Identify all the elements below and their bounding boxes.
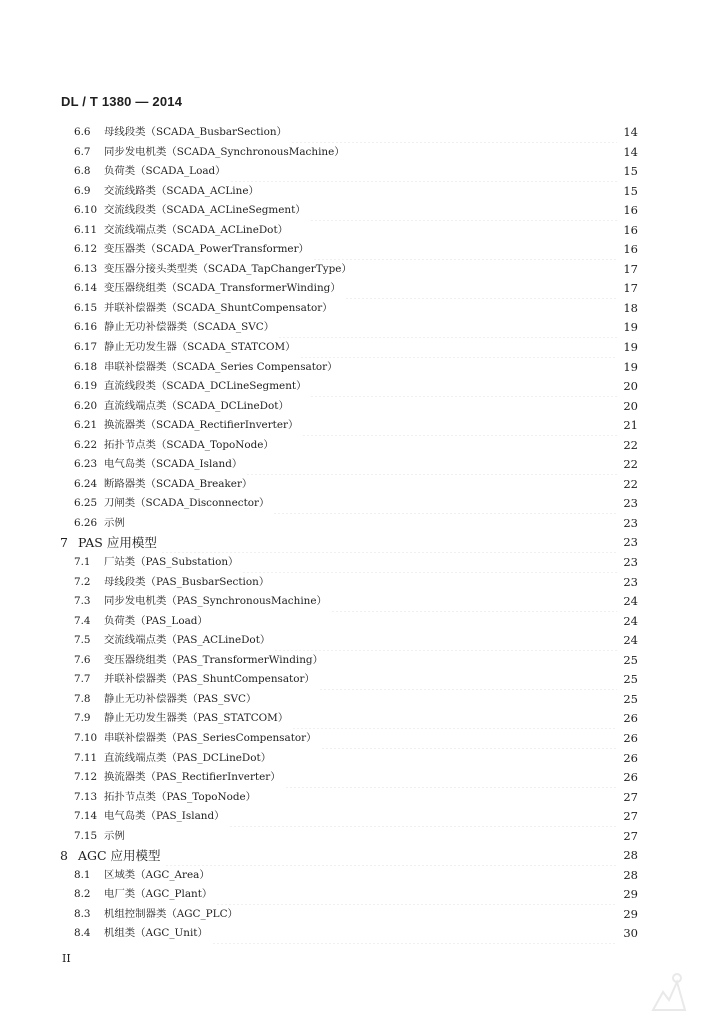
toc-entry[interactable] bbox=[60, 279, 638, 299]
dot-leader bbox=[263, 182, 617, 202]
toc-entry-title: 拓扑节点类（PAS_TopoNode） bbox=[104, 790, 257, 803]
dot-leader bbox=[293, 397, 617, 417]
toc-entry[interactable] bbox=[60, 397, 638, 417]
toc-entry-page: 28 bbox=[623, 848, 638, 863]
toc-entry-number: 7 bbox=[60, 535, 68, 551]
toc-entry-title: 变压器类（SCADA_PowerTransformer） bbox=[104, 243, 309, 256]
toc-entry-page: 27 bbox=[623, 809, 638, 824]
toc-entry-title: 直流线端点类（PAS_DCLineDot） bbox=[104, 751, 272, 764]
toc-entry-number: 6.8 bbox=[74, 165, 91, 178]
toc-entry-number: 6.26 bbox=[74, 516, 98, 529]
toc-entry-title: 静止无功发生器（SCADA_STATCOM） bbox=[104, 341, 296, 354]
table-of-contents bbox=[60, 123, 638, 944]
toc-entry-title: 直流线段类（SCADA_DCLineSegment） bbox=[104, 380, 307, 393]
dot-leader bbox=[331, 592, 617, 612]
toc-entry[interactable] bbox=[60, 924, 638, 944]
toc-entry-title: 母线段类（SCADA_BusbarSection） bbox=[104, 126, 287, 138]
toc-entry[interactable] bbox=[60, 201, 638, 221]
toc-chapter-entry[interactable] bbox=[60, 846, 638, 866]
toc-entry[interactable] bbox=[60, 358, 638, 378]
toc-entry-number: 8.4 bbox=[74, 927, 91, 940]
toc-entry[interactable] bbox=[60, 455, 638, 475]
dot-leader bbox=[349, 143, 617, 163]
dot-leader bbox=[129, 514, 617, 534]
toc-entry-title: 变压器分接头类型类（SCADA_TapChangerType） bbox=[104, 262, 352, 275]
toc-entry-title: 负荷类（PAS_Load） bbox=[104, 614, 208, 627]
dot-leader bbox=[292, 709, 617, 729]
toc-entry-page: 17 bbox=[623, 261, 638, 276]
toc-entry[interactable] bbox=[60, 827, 638, 847]
toc-entry-page: 20 bbox=[623, 379, 638, 394]
toc-entry-page: 18 bbox=[623, 300, 638, 315]
toc-entry-title: PAS 应用模型 bbox=[78, 535, 157, 551]
toc-entry-title: 电厂类（AGC_Plant） bbox=[104, 888, 213, 901]
dot-leader bbox=[246, 455, 617, 475]
toc-entry-page: 15 bbox=[623, 164, 638, 179]
toc-entry-title: AGC 应用模型 bbox=[78, 848, 161, 864]
dot-leader bbox=[260, 788, 617, 808]
toc-entry-number: 7.7 bbox=[74, 673, 91, 686]
toc-entry-page: 23 bbox=[623, 496, 638, 511]
dot-leader bbox=[274, 631, 617, 651]
dot-leader bbox=[230, 162, 617, 182]
toc-entry-number: 7.12 bbox=[74, 771, 98, 784]
toc-entry-title: 刀闸类（SCADA_Disconnector） bbox=[104, 497, 270, 510]
toc-entry-page: 29 bbox=[623, 906, 638, 921]
toc-entry-number: 7.5 bbox=[74, 634, 91, 647]
toc-entry-title: 电气岛类（PAS_Island） bbox=[104, 810, 225, 823]
toc-entry[interactable] bbox=[60, 905, 638, 925]
toc-entry-number: 7.8 bbox=[74, 692, 91, 705]
toc-entry-title: 静止无功发生器类（PAS_STATCOM） bbox=[104, 712, 289, 725]
toc-entry-title: 断路器类（SCADA_Breaker） bbox=[104, 477, 253, 490]
toc-entry[interactable] bbox=[60, 592, 638, 612]
toc-entry[interactable] bbox=[60, 709, 638, 729]
toc-entry[interactable] bbox=[60, 162, 638, 182]
toc-entry-title: 变压器绕组类（SCADA_TransformerWinding） bbox=[104, 282, 341, 295]
dot-leader bbox=[310, 201, 617, 221]
toc-entry-title: 交流线路类（SCADA_ACLine） bbox=[104, 184, 259, 197]
toc-entry-page: 16 bbox=[623, 203, 638, 218]
toc-entry-number: 6.14 bbox=[74, 282, 98, 295]
toc-entry[interactable] bbox=[60, 221, 638, 241]
toc-entry-title: 厂站类（PAS_Substation） bbox=[104, 556, 239, 569]
dot-leader bbox=[212, 612, 617, 632]
toc-entry-title: 机组类（AGC_Unit） bbox=[104, 927, 208, 940]
toc-entry[interactable] bbox=[60, 651, 638, 671]
toc-entry-page: 22 bbox=[623, 437, 638, 452]
dot-leader bbox=[260, 690, 617, 710]
toc-entry-title: 示例 bbox=[104, 829, 125, 842]
dot-leader bbox=[345, 279, 617, 299]
toc-entry[interactable] bbox=[60, 436, 638, 456]
toc-entry-number: 7.9 bbox=[74, 712, 91, 725]
dot-leader bbox=[310, 377, 617, 397]
toc-entry[interactable] bbox=[60, 377, 638, 397]
watermark-stamp-icon bbox=[649, 970, 689, 1014]
toc-entry-number: 6.21 bbox=[74, 419, 98, 432]
dot-leader bbox=[278, 318, 617, 338]
dot-leader bbox=[319, 670, 617, 690]
toc-entry-number: 6.15 bbox=[74, 301, 98, 314]
dot-leader bbox=[273, 494, 617, 514]
toc-entry[interactable] bbox=[60, 260, 638, 280]
toc-entry-page: 24 bbox=[623, 594, 638, 609]
toc-entry-page: 24 bbox=[623, 613, 638, 628]
dot-leader bbox=[278, 436, 617, 456]
toc-entry[interactable] bbox=[60, 788, 638, 808]
toc-entry-title: 示例 bbox=[104, 516, 125, 529]
toc-entry[interactable] bbox=[60, 729, 638, 749]
toc-entry-number: 6.10 bbox=[74, 204, 98, 217]
toc-entry-page: 25 bbox=[623, 652, 638, 667]
toc-entry-page: 30 bbox=[623, 926, 638, 941]
toc-entry-number: 6.18 bbox=[74, 360, 98, 373]
toc-entry[interactable] bbox=[60, 299, 638, 319]
page-number: II bbox=[62, 952, 71, 965]
dot-leader bbox=[165, 846, 617, 866]
toc-entry-title: 静止无功补偿器类（PAS_SVC） bbox=[104, 692, 257, 705]
toc-entry-page: 16 bbox=[623, 222, 638, 237]
dot-leader bbox=[256, 475, 617, 495]
toc-entry-number: 7.1 bbox=[74, 556, 91, 569]
toc-entry-page: 24 bbox=[623, 633, 638, 648]
toc-entry-number: 6.13 bbox=[74, 262, 98, 275]
toc-entry-page: 29 bbox=[623, 887, 638, 902]
toc-entry-number: 7.11 bbox=[74, 751, 98, 764]
toc-entry[interactable] bbox=[60, 866, 638, 886]
toc-entry-title: 静止无功补偿器类（SCADA_SVC） bbox=[104, 321, 275, 334]
toc-entry[interactable] bbox=[60, 143, 638, 163]
toc-entry-title: 串联补偿器类（PAS_SeriesCompensator） bbox=[104, 731, 317, 744]
toc-entry[interactable] bbox=[60, 338, 638, 358]
dot-leader bbox=[291, 123, 617, 143]
toc-entry-number: 7.6 bbox=[74, 653, 91, 666]
toc-entry-number: 7.4 bbox=[74, 614, 91, 627]
toc-entry-title: 机组控制器类（AGC_PLC） bbox=[104, 907, 238, 920]
toc-entry-number: 6.17 bbox=[74, 341, 98, 354]
toc-entry-number: 8.3 bbox=[74, 907, 91, 920]
toc-entry[interactable] bbox=[60, 807, 638, 827]
toc-entry-title: 交流线端点类（SCADA_ACLineDot） bbox=[104, 223, 289, 236]
toc-entry-number: 6.19 bbox=[74, 380, 98, 393]
dot-leader bbox=[285, 768, 617, 788]
toc-entry[interactable] bbox=[60, 573, 638, 593]
toc-entry-title: 串联补偿器类（SCADA_Series Compensator） bbox=[104, 360, 338, 373]
toc-entry[interactable] bbox=[60, 123, 638, 143]
toc-entry[interactable] bbox=[60, 768, 638, 788]
dot-leader bbox=[129, 827, 617, 847]
dot-leader bbox=[214, 866, 617, 886]
toc-entry-number: 6.23 bbox=[74, 458, 98, 471]
toc-entry[interactable] bbox=[60, 670, 638, 690]
toc-entry-number: 7.15 bbox=[74, 829, 98, 842]
toc-entry-number: 6.6 bbox=[74, 126, 91, 138]
toc-entry-title: 交流线端点类（PAS_ACLineDot） bbox=[104, 634, 271, 647]
toc-entry-page: 23 bbox=[623, 515, 638, 530]
toc-entry-title: 换流器类（PAS_RectifierInverter） bbox=[104, 771, 281, 784]
toc-entry-title: 区域类（AGC_Area） bbox=[104, 868, 210, 881]
toc-entry-page: 25 bbox=[623, 672, 638, 687]
toc-entry[interactable] bbox=[60, 416, 638, 436]
dot-leader bbox=[302, 416, 617, 436]
toc-entry-number: 7.2 bbox=[74, 575, 91, 588]
toc-entry-title: 电气岛类（SCADA_Island） bbox=[104, 458, 243, 471]
toc-entry-page: 28 bbox=[623, 867, 638, 882]
toc-entry-page: 23 bbox=[623, 574, 638, 589]
dot-leader bbox=[212, 924, 617, 944]
toc-entry[interactable] bbox=[60, 612, 638, 632]
toc-entry[interactable] bbox=[60, 749, 638, 769]
dot-leader bbox=[313, 240, 617, 260]
dot-leader bbox=[292, 221, 617, 241]
dot-leader bbox=[337, 299, 617, 319]
dot-leader bbox=[216, 885, 617, 905]
toc-entry-number: 6.16 bbox=[74, 321, 98, 334]
toc-entry[interactable] bbox=[60, 182, 638, 202]
toc-entry[interactable] bbox=[60, 494, 638, 514]
toc-entry-page: 22 bbox=[623, 476, 638, 491]
toc-entry[interactable] bbox=[60, 240, 638, 260]
toc-entry-number: 6.20 bbox=[74, 399, 98, 412]
toc-entry-number: 6.24 bbox=[74, 477, 98, 490]
toc-entry-number: 6.12 bbox=[74, 243, 98, 256]
toc-entry-title: 母线段类（PAS_BusbarSection） bbox=[104, 575, 270, 588]
toc-entry-title: 拓扑节点类（SCADA_TopoNode） bbox=[104, 438, 274, 451]
toc-entry-number: 8 bbox=[60, 848, 68, 864]
toc-entry-title: 变压器绕组类（PAS_TransformerWinding） bbox=[104, 653, 323, 666]
dot-leader bbox=[242, 553, 617, 573]
toc-entry-title: 负荷类（SCADA_Load） bbox=[104, 165, 226, 178]
toc-entry[interactable] bbox=[60, 553, 638, 573]
dot-leader bbox=[342, 358, 617, 378]
toc-entry-page: 23 bbox=[623, 555, 638, 570]
dot-leader bbox=[273, 573, 617, 593]
toc-entry-title: 换流器类（SCADA_RectifierInverter） bbox=[104, 419, 299, 432]
dot-leader bbox=[321, 729, 618, 749]
toc-entry-number: 6.7 bbox=[74, 145, 91, 158]
toc-entry-title: 并联补偿器类（SCADA_ShuntCompensator） bbox=[104, 301, 333, 314]
toc-entry-page: 26 bbox=[623, 711, 638, 726]
dot-leader bbox=[229, 807, 618, 827]
toc-entry[interactable] bbox=[60, 475, 638, 495]
toc-chapter-entry[interactable] bbox=[60, 533, 638, 553]
toc-entry-title: 交流线段类（SCADA_ACLineSegment） bbox=[104, 204, 306, 217]
toc-entry-number: 7.13 bbox=[74, 790, 98, 803]
dot-leader bbox=[300, 338, 617, 358]
toc-entry[interactable] bbox=[60, 318, 638, 338]
dot-leader bbox=[327, 651, 617, 671]
toc-entry-page: 22 bbox=[623, 457, 638, 472]
toc-entry[interactable] bbox=[60, 885, 638, 905]
toc-entry-number: 6.25 bbox=[74, 497, 98, 510]
toc-entry-number: 6.11 bbox=[74, 223, 98, 236]
toc-entry-page: 26 bbox=[623, 770, 638, 785]
toc-entry[interactable] bbox=[60, 514, 638, 534]
dot-leader bbox=[242, 905, 617, 925]
toc-entry-number: 8.1 bbox=[74, 868, 91, 881]
toc-entry-page: 20 bbox=[623, 398, 638, 413]
toc-entry[interactable] bbox=[60, 631, 638, 651]
toc-entry-title: 直流线端点类（SCADA_DCLineDot） bbox=[104, 399, 289, 412]
toc-entry-page: 23 bbox=[623, 535, 638, 550]
toc-entry-page: 16 bbox=[623, 242, 638, 257]
toc-entry-number: 8.2 bbox=[74, 888, 91, 901]
toc-entry-number: 6.9 bbox=[74, 184, 91, 197]
toc-entry-page: 27 bbox=[623, 828, 638, 843]
toc-entry-number: 7.14 bbox=[74, 810, 98, 823]
toc-entry-page: 27 bbox=[623, 789, 638, 804]
toc-entry-title: 并联补偿器类（PAS_ShuntCompensator） bbox=[104, 673, 315, 686]
dot-leader bbox=[275, 749, 617, 769]
toc-entry-page: 14 bbox=[623, 144, 638, 159]
toc-entry-page: 19 bbox=[623, 340, 638, 355]
toc-entry[interactable] bbox=[60, 690, 638, 710]
toc-entry-title: 同步发电机类（SCADA_SynchronousMachine） bbox=[104, 145, 345, 158]
toc-entry-title: 同步发电机类（PAS_SynchronousMachine） bbox=[104, 595, 327, 608]
toc-entry-number: 7.3 bbox=[74, 595, 91, 608]
document-code-header: DL / T 1380 — 2014 bbox=[61, 94, 183, 109]
toc-entry-page: 26 bbox=[623, 730, 638, 745]
toc-entry-page: 14 bbox=[623, 125, 638, 139]
toc-entry-page: 15 bbox=[623, 183, 638, 198]
toc-entry-number: 6.22 bbox=[74, 438, 98, 451]
toc-entry-page: 17 bbox=[623, 281, 638, 296]
toc-entry-page: 19 bbox=[623, 359, 638, 374]
toc-entry-page: 21 bbox=[623, 418, 638, 433]
toc-entry-page: 19 bbox=[623, 320, 638, 335]
dot-leader bbox=[356, 260, 617, 280]
toc-entry-page: 26 bbox=[623, 750, 638, 765]
toc-entry-page: 25 bbox=[623, 691, 638, 706]
toc-entry-number: 7.10 bbox=[74, 731, 98, 744]
dot-leader bbox=[161, 533, 617, 553]
